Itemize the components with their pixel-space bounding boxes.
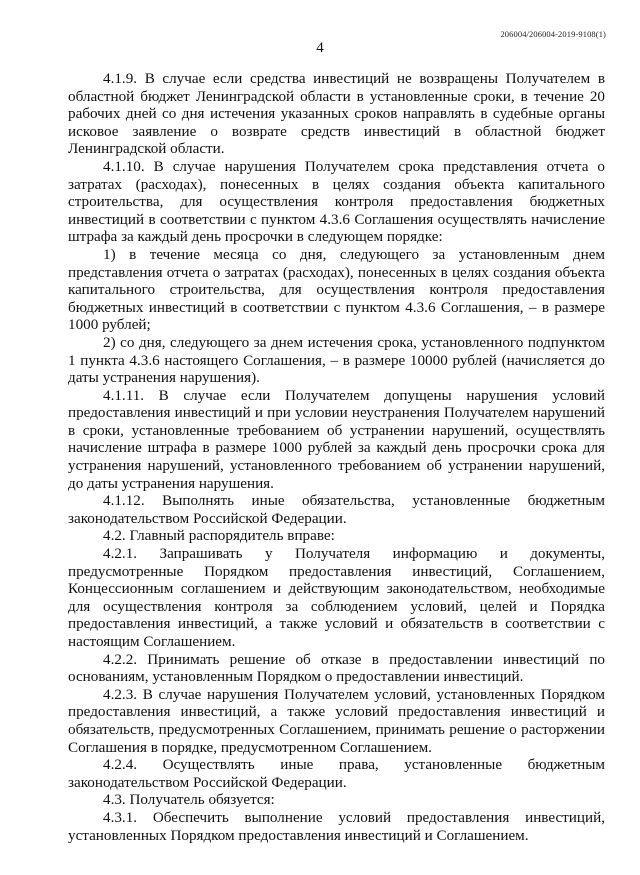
paragraph-4-2-1: 4.2.1. Запрашивать у Получателя информацию и документы, предусмотренные Порядком предоставления инвестиций, Соглашением, Концессионным соглашением и действующим законодательством, необходимые для осуществления контроля за соблюдением условий, целей и Порядка предоставления инвестиций, а также условий и обязательств в соответствии с настоящим Соглашением. — [68, 545, 605, 650]
document-id: 206004/206004-2019-9108(1) — [500, 29, 606, 39]
document-body — [68, 70, 605, 844]
paragraph-4-2: 4.2. Главный распорядитель вправе: — [103, 527, 335, 545]
paragraph-4-1-9: 4.1.9. В случае если средства инвестиций не возвращены Получателем в областной бюджет Ленинградской области в установленные сроки, в течение 20 рабочих дней со дня истечения указанных сроков направлять в судебные органы исковое заявление о возврате средств инвестиций в областной бюджет Ленинградской области. — [68, 70, 605, 158]
paragraph-4-3-1: 4.3.1. Обеспечить выполнение условий предоставления инвестиций, установленных Порядком предоставления инвестиций и Соглашением. — [68, 808, 605, 844]
page-number: 4 — [316, 40, 324, 56]
paragraph-4-1-11: 4.1.11. В случае если Получателем допущены нарушения условий предоставления инвестиций и при условии неустранения Получателем нарушений в сроки, установленные требованием об устранении нарушений, осуществлять начисление штрафа в размере 1000 рублей за каждый день просрочки срока для устранения нарушений, установленного требованием об устранении нарушений, до даты устранения нарушения. — [68, 386, 605, 492]
paragraph-4-1-10-item-1: 1) в течение месяца со дня, следующего за установленным днем представления отчета о затратах (расходах), понесенных в целях создания объекта капитального строительства, для осуществления контроля предоставления бюджетных инвестиций в соответствии с пунктом 4.3.6 Соглашения, – в размере 1000 рублей; — [68, 245, 605, 334]
paragraph-4-2-4: 4.2.4. Осуществлять иные права, установленные бюджетным законодательством Российской Федерации. — [68, 756, 605, 791]
paragraph-4-3: 4.3. Получатель обязуется: — [103, 791, 275, 809]
paragraph-4-2-3: 4.2.3. В случае нарушения Получателем условий, установленных Порядком предоставления инвестиций, а также условий предоставления инвестиций и обязательств, предусмотренных Соглашением, принимать решение о расторжении Соглашения в порядке, предусмотренном Соглашением. — [68, 685, 605, 756]
paragraph-4-1-12: 4.1.12. Выполнять иные обязательства, установленные бюджетным законодательством Российской Федерации. — [68, 492, 605, 527]
paragraph-4-1-10-item-2: 2) со дня, следующего за днем истечения срока, установленного подпунктом 1 пункта 4.3.6 настоящего Соглашения, – в размере 10000 рублей (начисляется до даты устранения нарушения). — [68, 333, 605, 387]
paragraph-4-2-2: 4.2.2. Принимать решение об отказе в предоставлении инвестиций по основаниям, установленным Порядком о предоставлении инвестиций. — [68, 650, 605, 686]
paragraph-4-1-10: 4.1.10. В случае нарушения Получателем срока представления отчета о затратах (расходах), понесенных в целях создания объекта капитального строительства, для осуществления контроля предоставления бюджетных инвестиций в соответствии с пунктом 4.3.6 Соглашения осуществлять начисление штрафа за каждый день просрочки в следующем порядке: — [68, 157, 605, 246]
